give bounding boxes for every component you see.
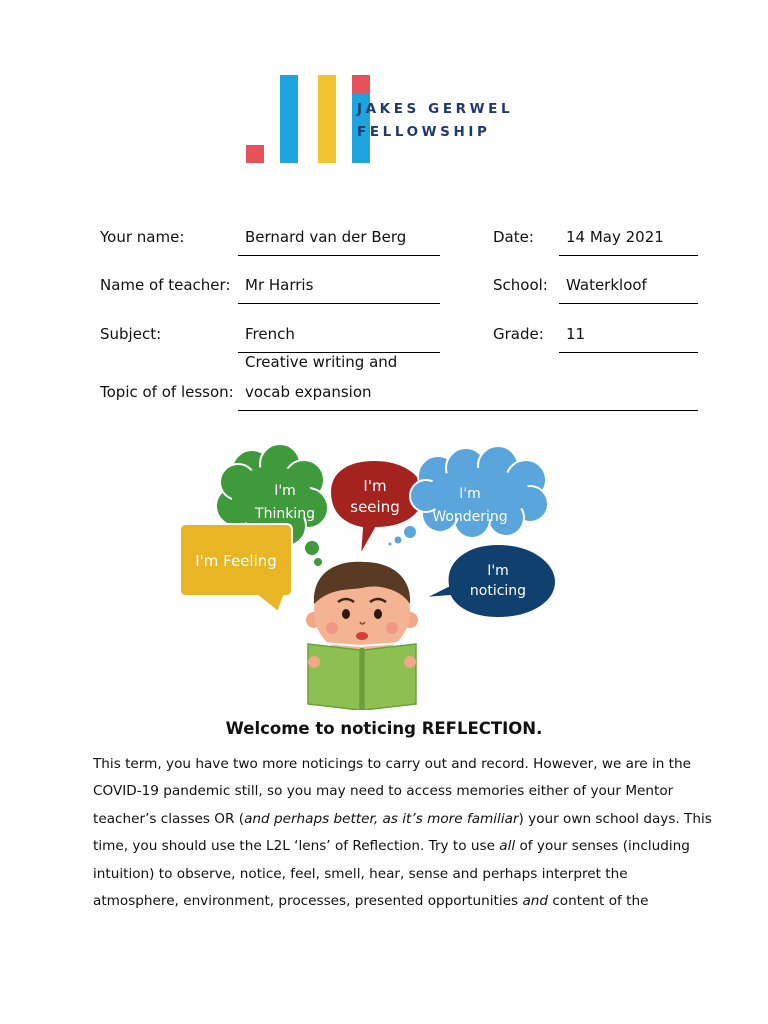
emphasis-all: all [499,838,516,855]
subject-label: Subject: [100,325,162,343]
feeling-bubble [180,524,292,612]
teacher-label: Name of teacher: [100,276,231,294]
paragraph-line-3: teacher’s classes OR (and perhaps better, as it’s more familiar) your own school days. This [93,810,712,827]
thinking-text-line1: I'm [274,483,296,499]
thinking-text-line2: Thinking [255,506,315,522]
logo-blue-bar [280,75,298,163]
jakes-gerwel-logo [244,72,544,167]
boy-reading-figure [306,562,418,710]
emphasis-and: and [522,893,549,910]
logo-text-line2: FELLOWSHIP [357,124,491,140]
subject-value: French [245,325,295,343]
name-value: Bernard van der Berg [245,228,407,246]
school-label: School: [493,276,548,294]
noticing-text-line2: noticing [469,583,527,599]
grade-value: 11 [566,325,586,343]
noticing-text-line1: I'm [487,563,509,579]
wondering-text-line2: Wondering [432,509,508,525]
paragraph-line-6: atmosphere, environment, processes, presented opportunities and content of the [93,893,649,910]
wondering-text-line1: I'm [459,486,481,502]
topic-underline [238,410,698,411]
logo-red-bar-left [246,145,264,163]
date-label: Date: [493,228,534,246]
logo-red-bar-right [352,75,370,93]
date-underline [559,255,698,256]
teacher-value: Mr Harris [245,276,314,294]
logo-text-line1: JAKES GERWEL [357,101,514,117]
grade-label: Grade: [493,325,544,343]
topic-value-line1: Creative writing and [245,353,398,371]
paragraph-line-2: COVID-19 pandemic still, so you may need to access memories either of your Mentor [93,783,674,800]
name-label: Your name: [100,228,185,246]
teacher-underline [238,303,440,304]
emphasis-text: and perhaps better, as it’s more familiar [244,810,519,827]
paragraph-line-4: time, you should use the L2L ‘lens’ of Reflection. Try to use all of your senses (including [93,838,690,855]
reflection-illustration [180,440,560,710]
date-value: 14 May 2021 [566,228,664,246]
school-value: Waterkloof [566,276,647,294]
instructions-paragraph [93,751,712,915]
paragraph-line-1: This term, you have two more noticings to carry out and record. However, we are in the [93,756,691,772]
paragraph-line-5: intuition) to observe, notice, feel, smell, hear, sense and perhaps interpret the [93,865,628,882]
reflection-heading: Welcome to noticing REFLECTION. [225,719,543,738]
seeing-text-line2: seeing [350,498,400,516]
name-underline [238,255,440,256]
topic-value-line2: vocab expansion [245,383,372,401]
seeing-text-line1: I'm [363,477,387,495]
noticing-bubble [424,544,556,618]
school-underline [559,303,698,304]
grade-underline [559,352,698,353]
topic-label: Topic of of lesson: [100,383,234,401]
logo-yellow-bar [318,75,336,163]
feeling-text: I'm Feeling [195,552,277,570]
wondering-cloud [388,446,549,547]
seeing-bubble [330,460,424,556]
